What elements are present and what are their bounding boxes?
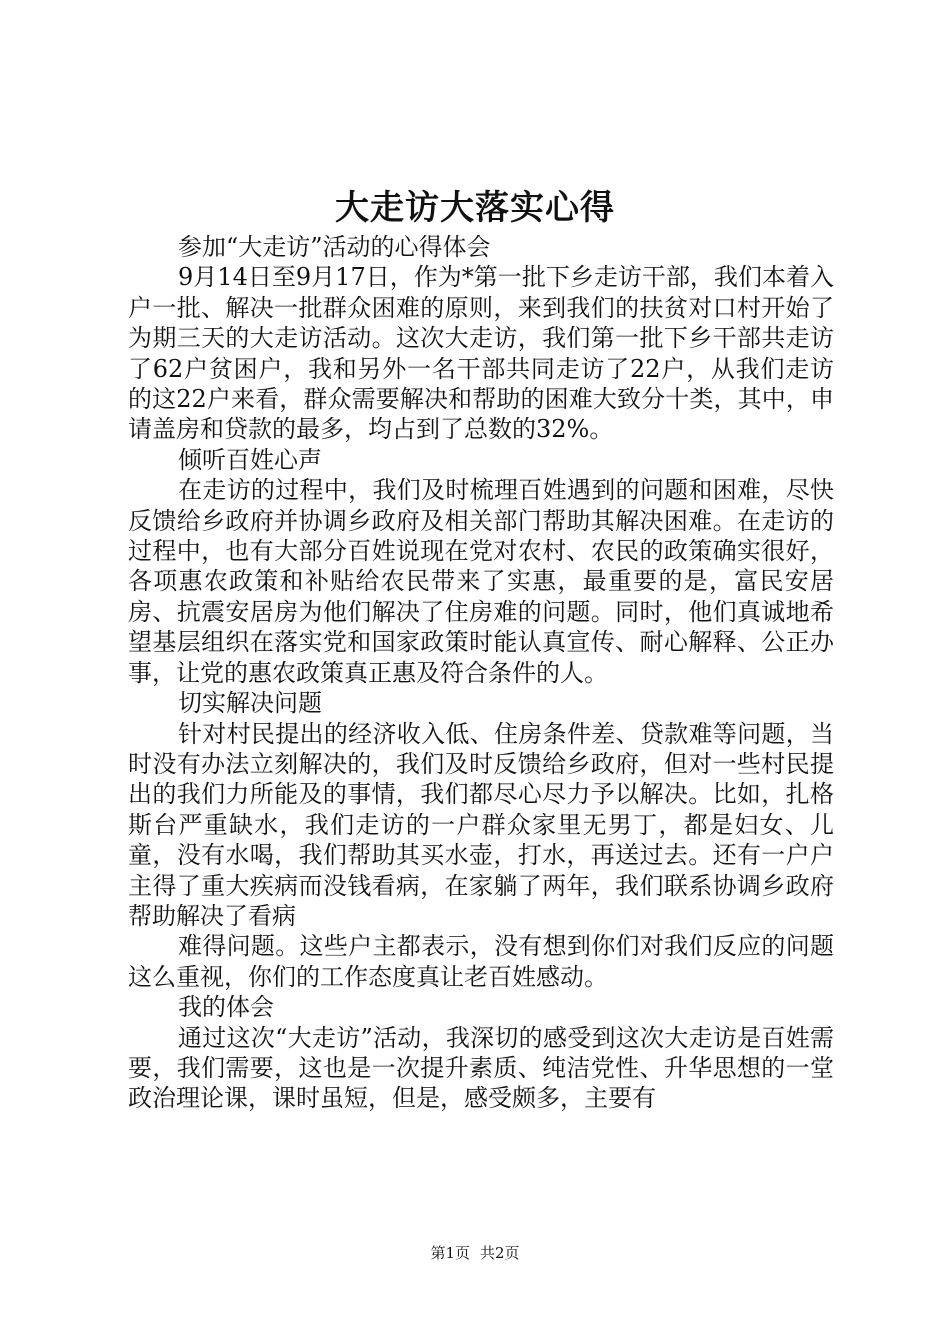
body-paragraph: 9月14日至9月17日，作为*第一批下乡走访干部，我们本着入户一批、解决一批群众困难的原则，来到我们的扶贫对口村开始了为期三天的大走访活动。这次大走访，我们第一批下乡干部共走访了62户贫困户，我和另外一名干部共同走访了22户，从我们走访的这22户来看，群众需要解决和帮助的困难大致分十类，其中，申请盖房和贷款的最多，均占到了总数的32%。 <box>128 263 834 444</box>
body-paragraph: 难得问题。这些户主都表示，没有想到你们对我们反应的问题这么重视，你们的工作态度真让老百姓感动。 <box>128 932 834 991</box>
body-paragraph: 针对村民提出的经济收入低、住房条件差、贷款难等问题，当时没有办法立刻解决的，我们及时反馈给乡政府，但对一些村民提出的我们力所能及的事情，我们都尽心尽力予以解决。比如，扎格斯台严重缺水，我们走访的一户群众家里无男丁，都是妇女、儿童，没有水喝，我们帮助其买水壶，打水，再送过去。还有一户户主得了重大疾病而没钱看病，在家躺了两年，我们联系协调乡政府帮助解决了看病 <box>128 719 834 930</box>
page-count: 共2页 <box>480 1244 520 1262</box>
section-heading: 我的体会 <box>178 993 274 1022</box>
section-heading: 倾听百姓心声 <box>178 445 322 474</box>
body-paragraph: 在走访的过程中，我们及时梳理百姓遇到的问题和困难，尽快反馈给乡政府并协调乡政府及相关部门帮助其解决困难。在走访的过程中，也有大部分百姓说现在党对农村、农民的政策确实很好，各项惠农政策和补贴给农民带来了实惠，最重要的是，富民安居房、抗震安居房为他们解决了住房难的问题。同时，他们真诚地希望基层组织在落实党和国家政策时能认真宣传、耐心解释、公正办事，让党的惠农政策真正惠及符合条件的人。 <box>128 476 834 687</box>
page-footer <box>0 1243 950 1263</box>
page-number: 第1页 <box>430 1244 470 1262</box>
document-body <box>128 232 834 1114</box>
document-title: 大走访大落实心得 <box>335 188 615 228</box>
body-paragraph: 通过这次“大走访”活动，我深切的感受到这次大走访是百姓需要，我们需要，这也是一次提升素质、纯洁党性、升华思想的一堂政治理论课，课时虽短，但是，感受颇多，主要有 <box>128 1023 834 1113</box>
section-heading: 切实解决问题 <box>178 689 322 718</box>
section-heading: 参加“大走访”活动的心得体会 <box>178 233 491 261</box>
